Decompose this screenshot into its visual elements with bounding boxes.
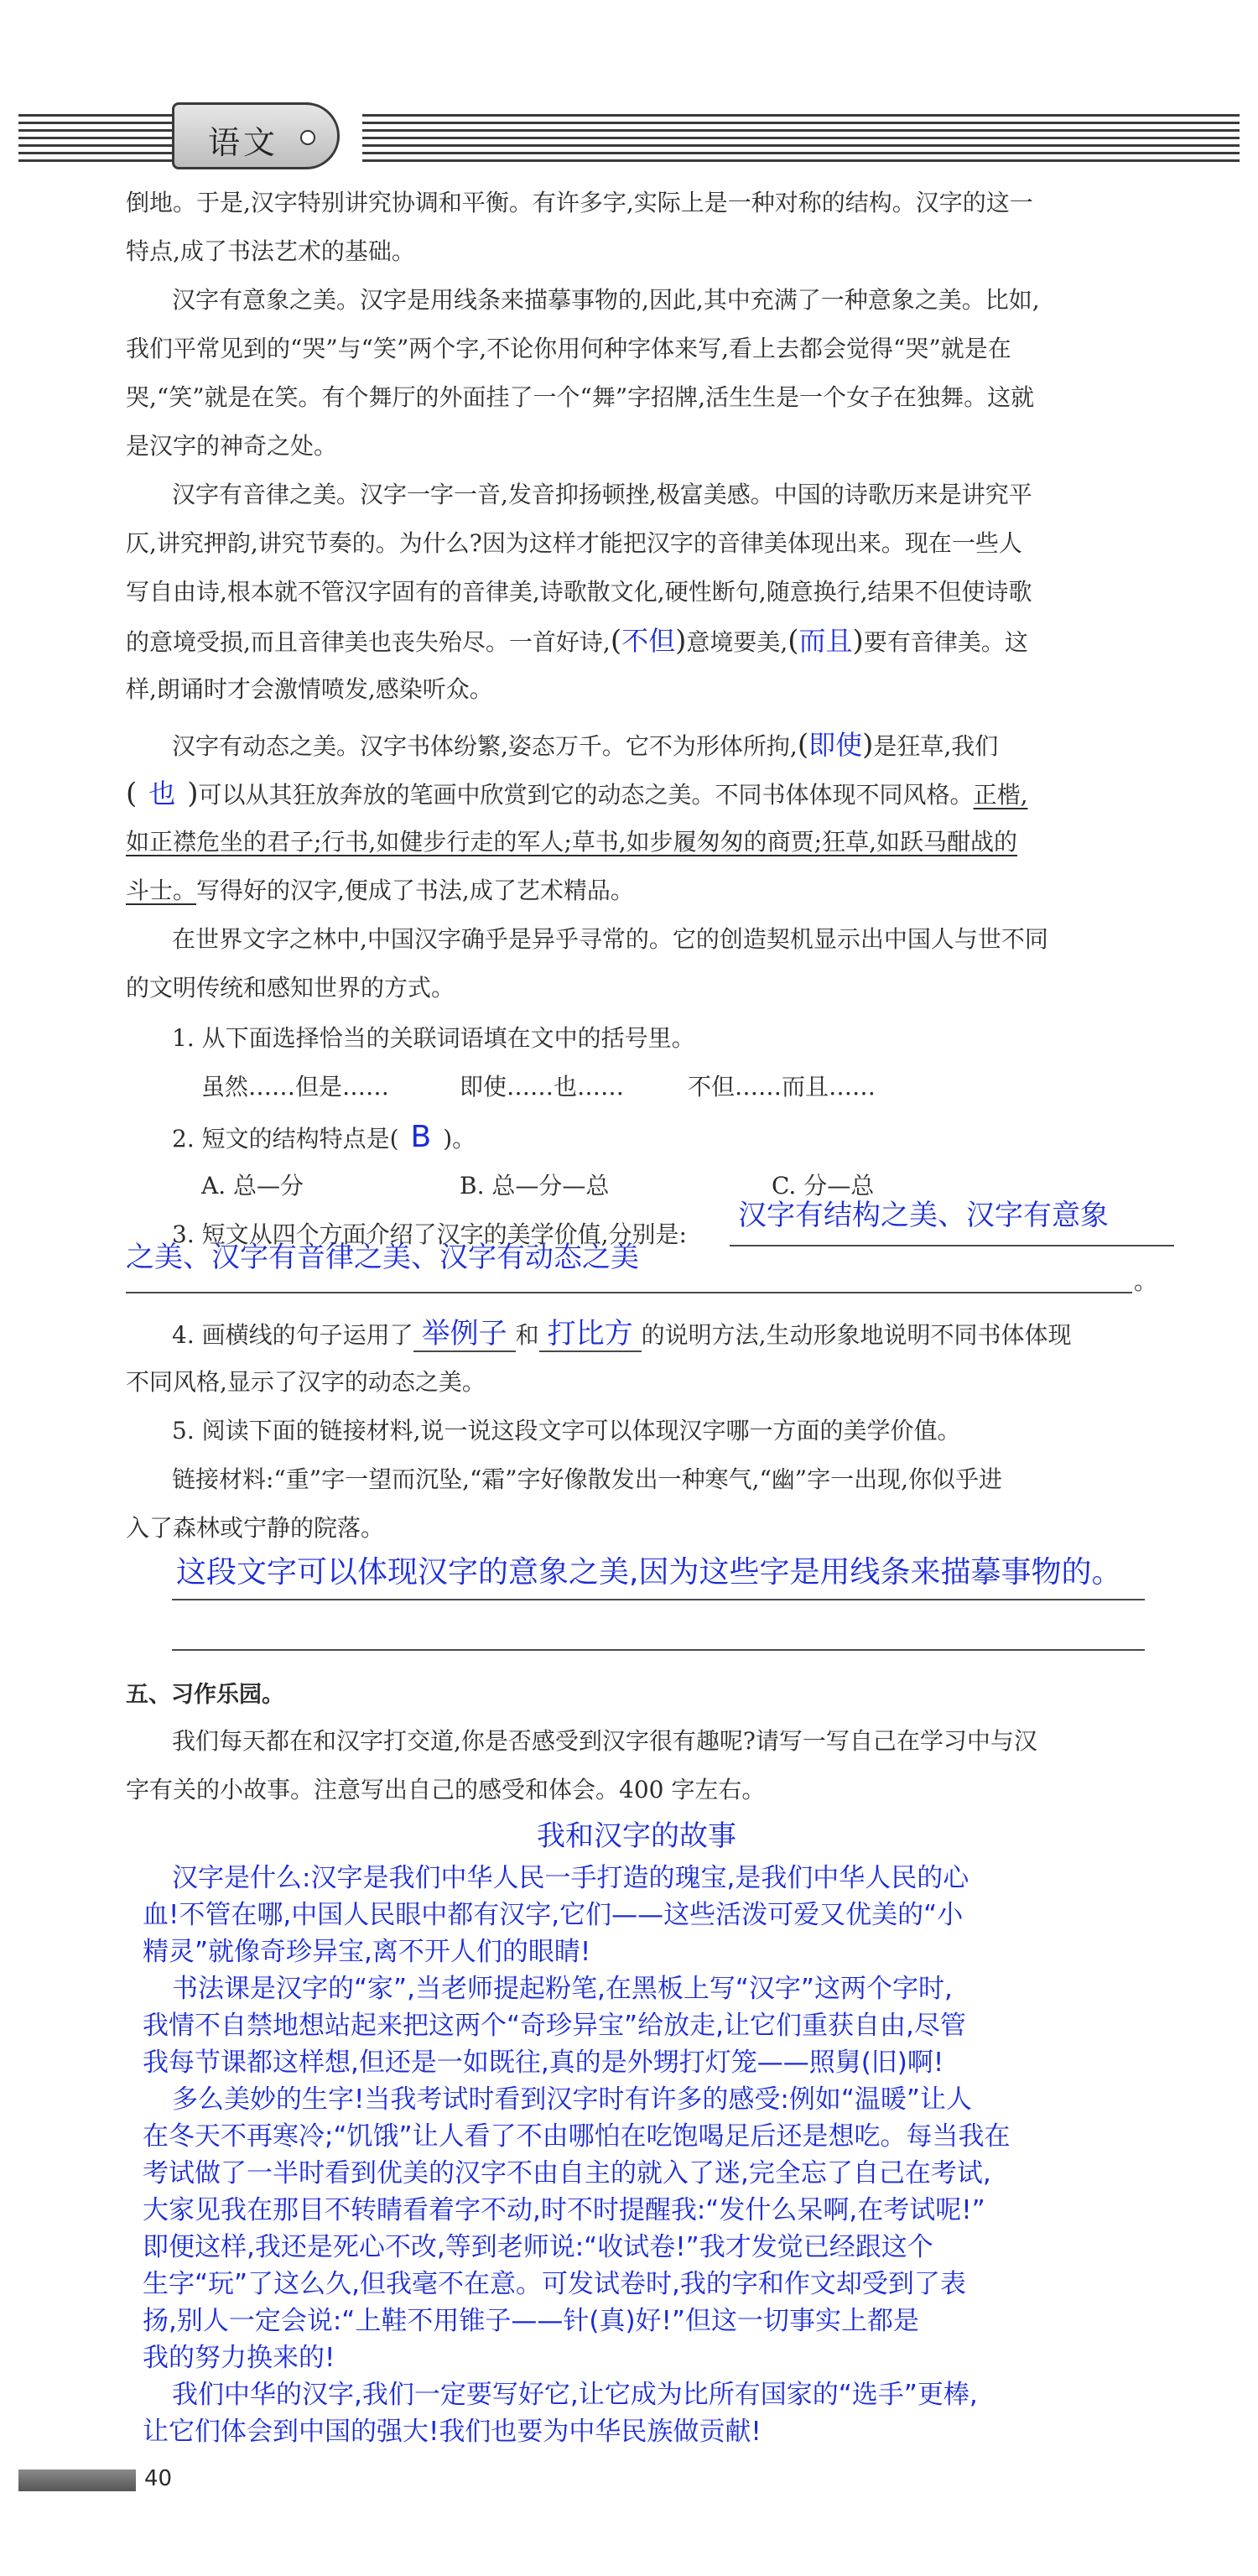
q2-option: B. 总—分—总 bbox=[460, 1172, 610, 1200]
section-heading: 五、习作乐园。 bbox=[126, 1682, 284, 1708]
essay-line: 考试做了一半时看到优美的汉字不由自主的就入了迷,完全忘了自己在考试, bbox=[143, 2158, 991, 2188]
subject-label: 语文 bbox=[208, 124, 279, 161]
passage-line: 是汉字的神奇之处。 bbox=[126, 432, 338, 460]
q3-answer: 之美、汉字有音律之美、汉字有动态之美 bbox=[126, 1241, 639, 1274]
passage-line: 在世界文字之林中,中国汉字确乎是异乎寻常的。它的创造契机显示出中国人与世不同 bbox=[172, 925, 1048, 953]
link-material: 链接材料:“重”字一望而沉坠,“霜”字好像散发出一种寒气,“幽”字一出现,你似乎进 bbox=[172, 1465, 1003, 1493]
passage-line: 的文明传统和感知世界的方式。 bbox=[126, 974, 455, 1002]
link-material: 入了森林或宁静的院落。 bbox=[126, 1514, 385, 1542]
question-5: 5. 阅读下面的链接材料,说一说这段文字可以体现汉字哪一方面的美学价值。 bbox=[172, 1417, 961, 1444]
header-rule-left bbox=[18, 114, 178, 166]
essay-line: 生字“玩”了这么久,但我毫不在意。可发试卷时,我的字和作文却受到了表 bbox=[143, 2269, 966, 2299]
header-rule-right bbox=[362, 114, 1240, 166]
q1-option: 即使……也…… bbox=[460, 1073, 625, 1101]
question-1: 1. 从下面选择恰当的关联词语填在文中的括号里。 bbox=[172, 1024, 695, 1052]
passage-line: 倒地。于是,汉字特别讲究协调和平衡。有许多字,实际上是一种对称的结构。汉字的这一 bbox=[126, 189, 1033, 216]
essay-line: 多么美妙的生字!当我考试时看到汉字时有许多的感受:例如“温暖”让人 bbox=[172, 2084, 972, 2115]
blank-answer: 不但 bbox=[621, 625, 676, 657]
question-2: 2. 短文的结构特点是( B )。 bbox=[172, 1120, 476, 1154]
passage-line-with-blanks: ( 也 )可以从其狂放奔放的笔画中欣赏到它的动态之美。不同书体体现不同风格。正楷, bbox=[126, 777, 1028, 810]
question-3: 3. 短文从四个方面介绍了汉字的美学价值,分别是: bbox=[172, 1220, 687, 1248]
passage-line-with-blanks: 汉字有动态之美。汉字书体纷繁,姿态万千。它不为形体所拘,(即使)是狂草,我们 bbox=[172, 728, 999, 762]
essay-line: 汉字是什么:汉字是我们中华人民一手打造的瑰宝,是我们中华人民的心 bbox=[172, 1863, 969, 1893]
footer-bar bbox=[18, 2469, 136, 2491]
essay-line: 即便这样,我还是死心不改,等到老师说:“收试卷!”我才发觉已经跟这个 bbox=[143, 2232, 933, 2262]
essay-title: 我和汉字的故事 bbox=[537, 1819, 736, 1853]
essay-line: 让它们体会到中国的强大!我们也要为中华民族做贡献! bbox=[143, 2417, 762, 2447]
passage-line: 汉字有音律之美。汉字一字一音,发音抑扬顿挫,极富美感。中国的诗歌历来是讲究平 bbox=[172, 481, 1032, 508]
blank-answer: 即使 bbox=[808, 729, 863, 761]
passage-line: 写自由诗,根本就不管汉字固有的音律美,诗歌散文化,硬性断句,随意换行,结果不但使诗歌 bbox=[126, 578, 1032, 606]
passage-line: 哭,“笑”就是在笑。有个舞厅的外面挂了一个“舞”字招牌,活生生是一个女子在独舞。这就 bbox=[126, 383, 1035, 411]
blank-answer: 而且 bbox=[798, 625, 853, 657]
q5-answer: 这段文字可以体现汉字的意象之美,因为这些字是用线条来描摹事物的。 bbox=[176, 1555, 1122, 1590]
underlined-sentence: 如正襟危坐的君子;行书,如健步行走的军人;草书,如步履匆匆的商贾;狂草,如跃马酣战的 bbox=[126, 828, 1018, 856]
passage-line-with-blanks: 的意境受损,而且音律美也丧失殆尽。一首好诗,(不但)意境要美,(而且)要有音律美。这 bbox=[126, 624, 1028, 658]
essay-line: 我情不自禁地想站起来把这两个“奇珍异宝”给放走,让它们重获自由,尽管 bbox=[143, 2011, 966, 2041]
q4-answer: 打比方 bbox=[539, 1317, 642, 1352]
blank-answer: 也 bbox=[148, 778, 176, 809]
passage-line: 我们平常见到的“哭”与“笑”两个字,不论你用何种字体来写,看上去都会觉得“哭”就是在 bbox=[126, 335, 1011, 362]
q2-option: C. 分—总 bbox=[772, 1172, 875, 1200]
subject-tab bbox=[172, 102, 340, 169]
passage-line: 仄,讲究押韵,讲究节奏的。为什么?因为这样才能把汉字的音律美体现出来。现在一些人 bbox=[126, 529, 1022, 557]
q2-answer: B bbox=[410, 1120, 432, 1154]
essay-line: 血!不管在哪,中国人民眼中都有汉字,它们——这些活泼可爱又优美的“小 bbox=[143, 1900, 964, 1930]
answer-line bbox=[172, 1649, 1145, 1651]
q1-option: 不但……而且…… bbox=[688, 1073, 876, 1101]
q2-option: A. 总—分 bbox=[201, 1172, 304, 1200]
essay-line: 书法课是汉字的“家”,当老师提起粉笔,在黑板上写“汉字”这两个字时, bbox=[172, 1974, 953, 2004]
answer-line bbox=[172, 1599, 1145, 1600]
essay-line: 扬,别人一定会说:“上鞋不用锥子——针(真)好!”但这一切事实上都是 bbox=[143, 2306, 920, 2336]
q1-option: 虽然……但是…… bbox=[201, 1073, 390, 1101]
passage-line: 斗士。写得好的汉字,便成了书法,成了艺术精品。 bbox=[126, 877, 634, 904]
answer-line bbox=[126, 1292, 1132, 1293]
essay-line: 我的努力换来的! bbox=[143, 2343, 335, 2373]
essay-line: 大家见我在那目不转睛看着字不动,时不时提醒我:“发什么呆啊,在考试呢!” bbox=[143, 2195, 985, 2225]
q4-answer: 举例子 bbox=[413, 1317, 516, 1352]
page-number: 40 bbox=[144, 2466, 173, 2491]
writing-prompt: 字有关的小故事。注意写出自己的感受和体会。400 字左右。 bbox=[126, 1776, 766, 1803]
q3-answer: 汉字有结构之美、汉字有意象 bbox=[738, 1199, 1109, 1232]
essay-line: 精灵”就像奇珍异宝,离不开人们的眼睛! bbox=[143, 1937, 591, 1967]
question-4-cont: 不同风格,显示了汉字的动态之美。 bbox=[126, 1368, 486, 1396]
tab-hole-icon bbox=[300, 130, 315, 145]
passage-line: 特点,成了书法艺术的基础。 bbox=[126, 237, 415, 265]
answer-line bbox=[730, 1245, 1174, 1246]
writing-prompt: 我们每天都在和汉字打交道,你是否感受到汉字很有趣呢?请写一写自己在学习中与汉 bbox=[172, 1727, 1037, 1755]
essay-line: 在冬天不再寒冷;“饥饿”让人看了不由哪怕在吃饱喝足后还是想吃。每当我在 bbox=[143, 2121, 1011, 2152]
q3-end: 。 bbox=[1134, 1267, 1158, 1295]
essay-line: 我每节课都这样想,但还是一如既往,真的是外甥打灯笼——照舅(旧)啊! bbox=[143, 2048, 944, 2078]
passage-line: 样,朗诵时才会激情喷发,感染听众。 bbox=[126, 675, 493, 703]
passage-line: 汉字有意象之美。汉字是用线条来描摹事物的,因此,其中充满了一种意象之美。比如, bbox=[172, 286, 1040, 314]
question-4: 4. 画横线的句子运用了 举例子 和 打比方 的说明方法,生动形象地说明不同书体体现 bbox=[172, 1317, 1072, 1350]
essay-line: 我们中华的汉字,我们一定要写好它,让它成为比所有国家的“选手”更棒, bbox=[172, 2380, 978, 2410]
